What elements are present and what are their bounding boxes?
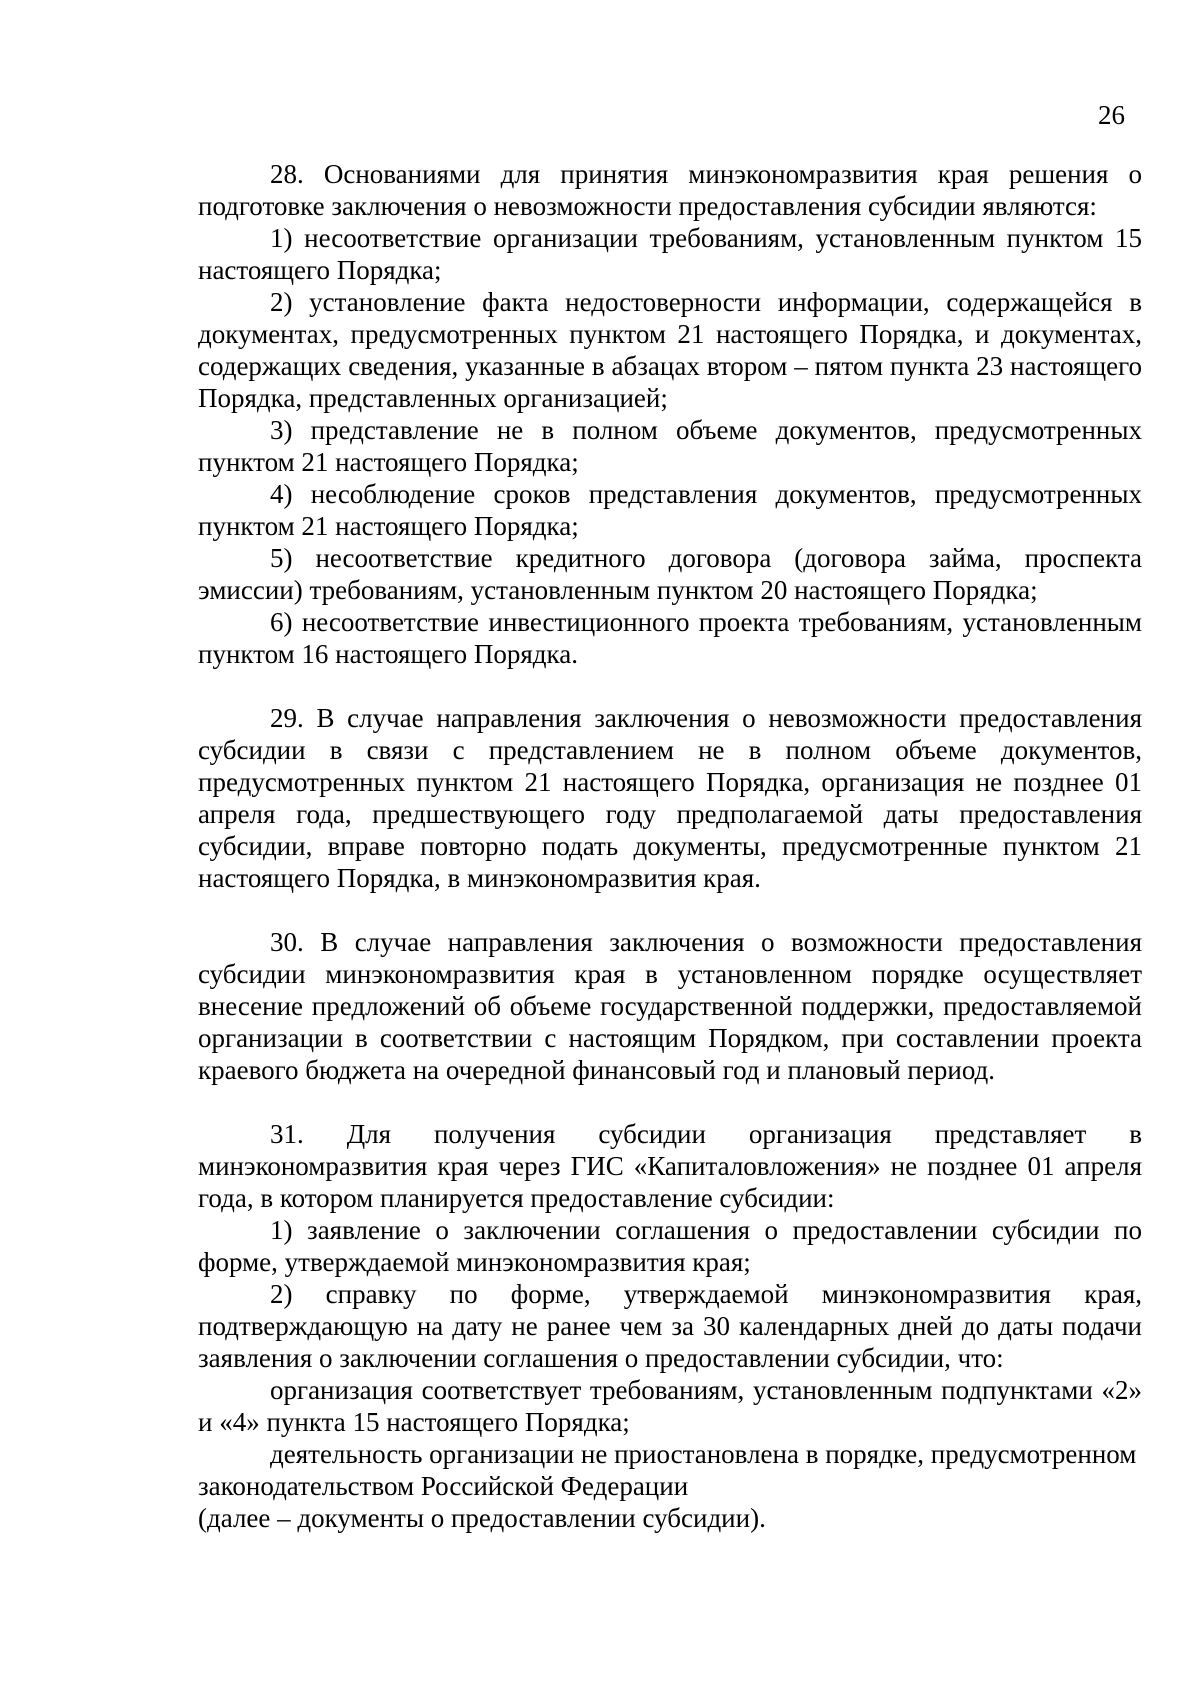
paragraph-30: 30. В случае направления заключения о возможности предоставления субсидии минэкономразвития края в установленном порядке осуществляет внесение предложений об объеме государственной поддержки, предоставляемой организации в соответствии с настоящим Порядком, при составлении проекта краевого бюджета на очередной финансовый год и плановый период.: [198, 927, 1142, 1085]
list-item-28-2: 2) установление факта недостоверности информации, содержащейся в документах, предусмотренных пунктом 21 настоящего Порядка, и документах, содержащих сведения, указанные в абзацах втором – пятом пункта 23 настоящего Порядка, представленных организацией;: [198, 287, 1142, 413]
list-item-28-6: 6) несоответствие инвестиционного проекта требованиям, установленным пунктом 16 настоящего Порядка.: [198, 607, 1142, 669]
paragraph-29: 29. В случае направления заключения о невозможности предоставления субсидии в связи с представлением не в полном объеме документов, предусмотренных пунктом 21 настоящего Порядка, организация не позднее 01 апреля года, предшествующего году предполагаемой даты предоставления субсидии, вправе повторно подать документы, предусмотренные пунктом 21 настоящего Порядка, в минэкономразвития края.: [198, 703, 1142, 893]
page-number: 26: [1098, 100, 1125, 130]
list-item-28-3: 3) представление не в полном объеме документов, предусмотренных пунктом 21 настоящего Порядка;: [198, 415, 1142, 477]
document-body: [198, 158, 1142, 1534]
paragraph-31: 31. Для получения субсидии организация представляет в минэкономразвития края через ГИС «Капиталовложения» не позднее 01 апреля года, в котором планируется предоставление субсидии:: [198, 1119, 1142, 1213]
list-item-31-2: 2) справку по форме, утверждаемой минэкономразвития края, подтверждающую на дату не ранее чем за 30 календарных дней до даты подачи заявления о заключении соглашения о предоставлении субсидии, что:: [198, 1279, 1142, 1373]
list-item-31-1: 1) заявление о заключении соглашения о предоставлении субсидии по форме, утверждаемой минэкономразвития края;: [198, 1215, 1142, 1277]
list-item-28-1: 1) несоответствие организации требованиям, установленным пунктом 15 настоящего Порядка;: [198, 223, 1142, 285]
paragraph-28: 28. Основаниями для принятия минэкономразвития края решения о подготовке заключения о невозможности предоставления субсидии являются:: [198, 159, 1142, 221]
list-item-28-4: 4) несоблюдение сроков представления документов, предусмотренных пунктом 21 настоящего Порядка;: [198, 479, 1142, 541]
closing-note: (далее – документы о предоставлении субсидии).: [198, 1503, 766, 1533]
list-item-28-5: 5) несоответствие кредитного договора (договора займа, проспекта эмиссии) требованиям, установленным пунктом 20 настоящего Порядка;: [198, 543, 1142, 605]
sub-item-31-2-a: организация соответствует требованиям, установленным подпунктами «2» и «4» пункта 15 настоящего Порядка;: [198, 1375, 1142, 1437]
sub-item-31-2-b: деятельность организации не приостановлена в порядке, предусмотренном законодательством Российской Федерации: [198, 1439, 1137, 1501]
